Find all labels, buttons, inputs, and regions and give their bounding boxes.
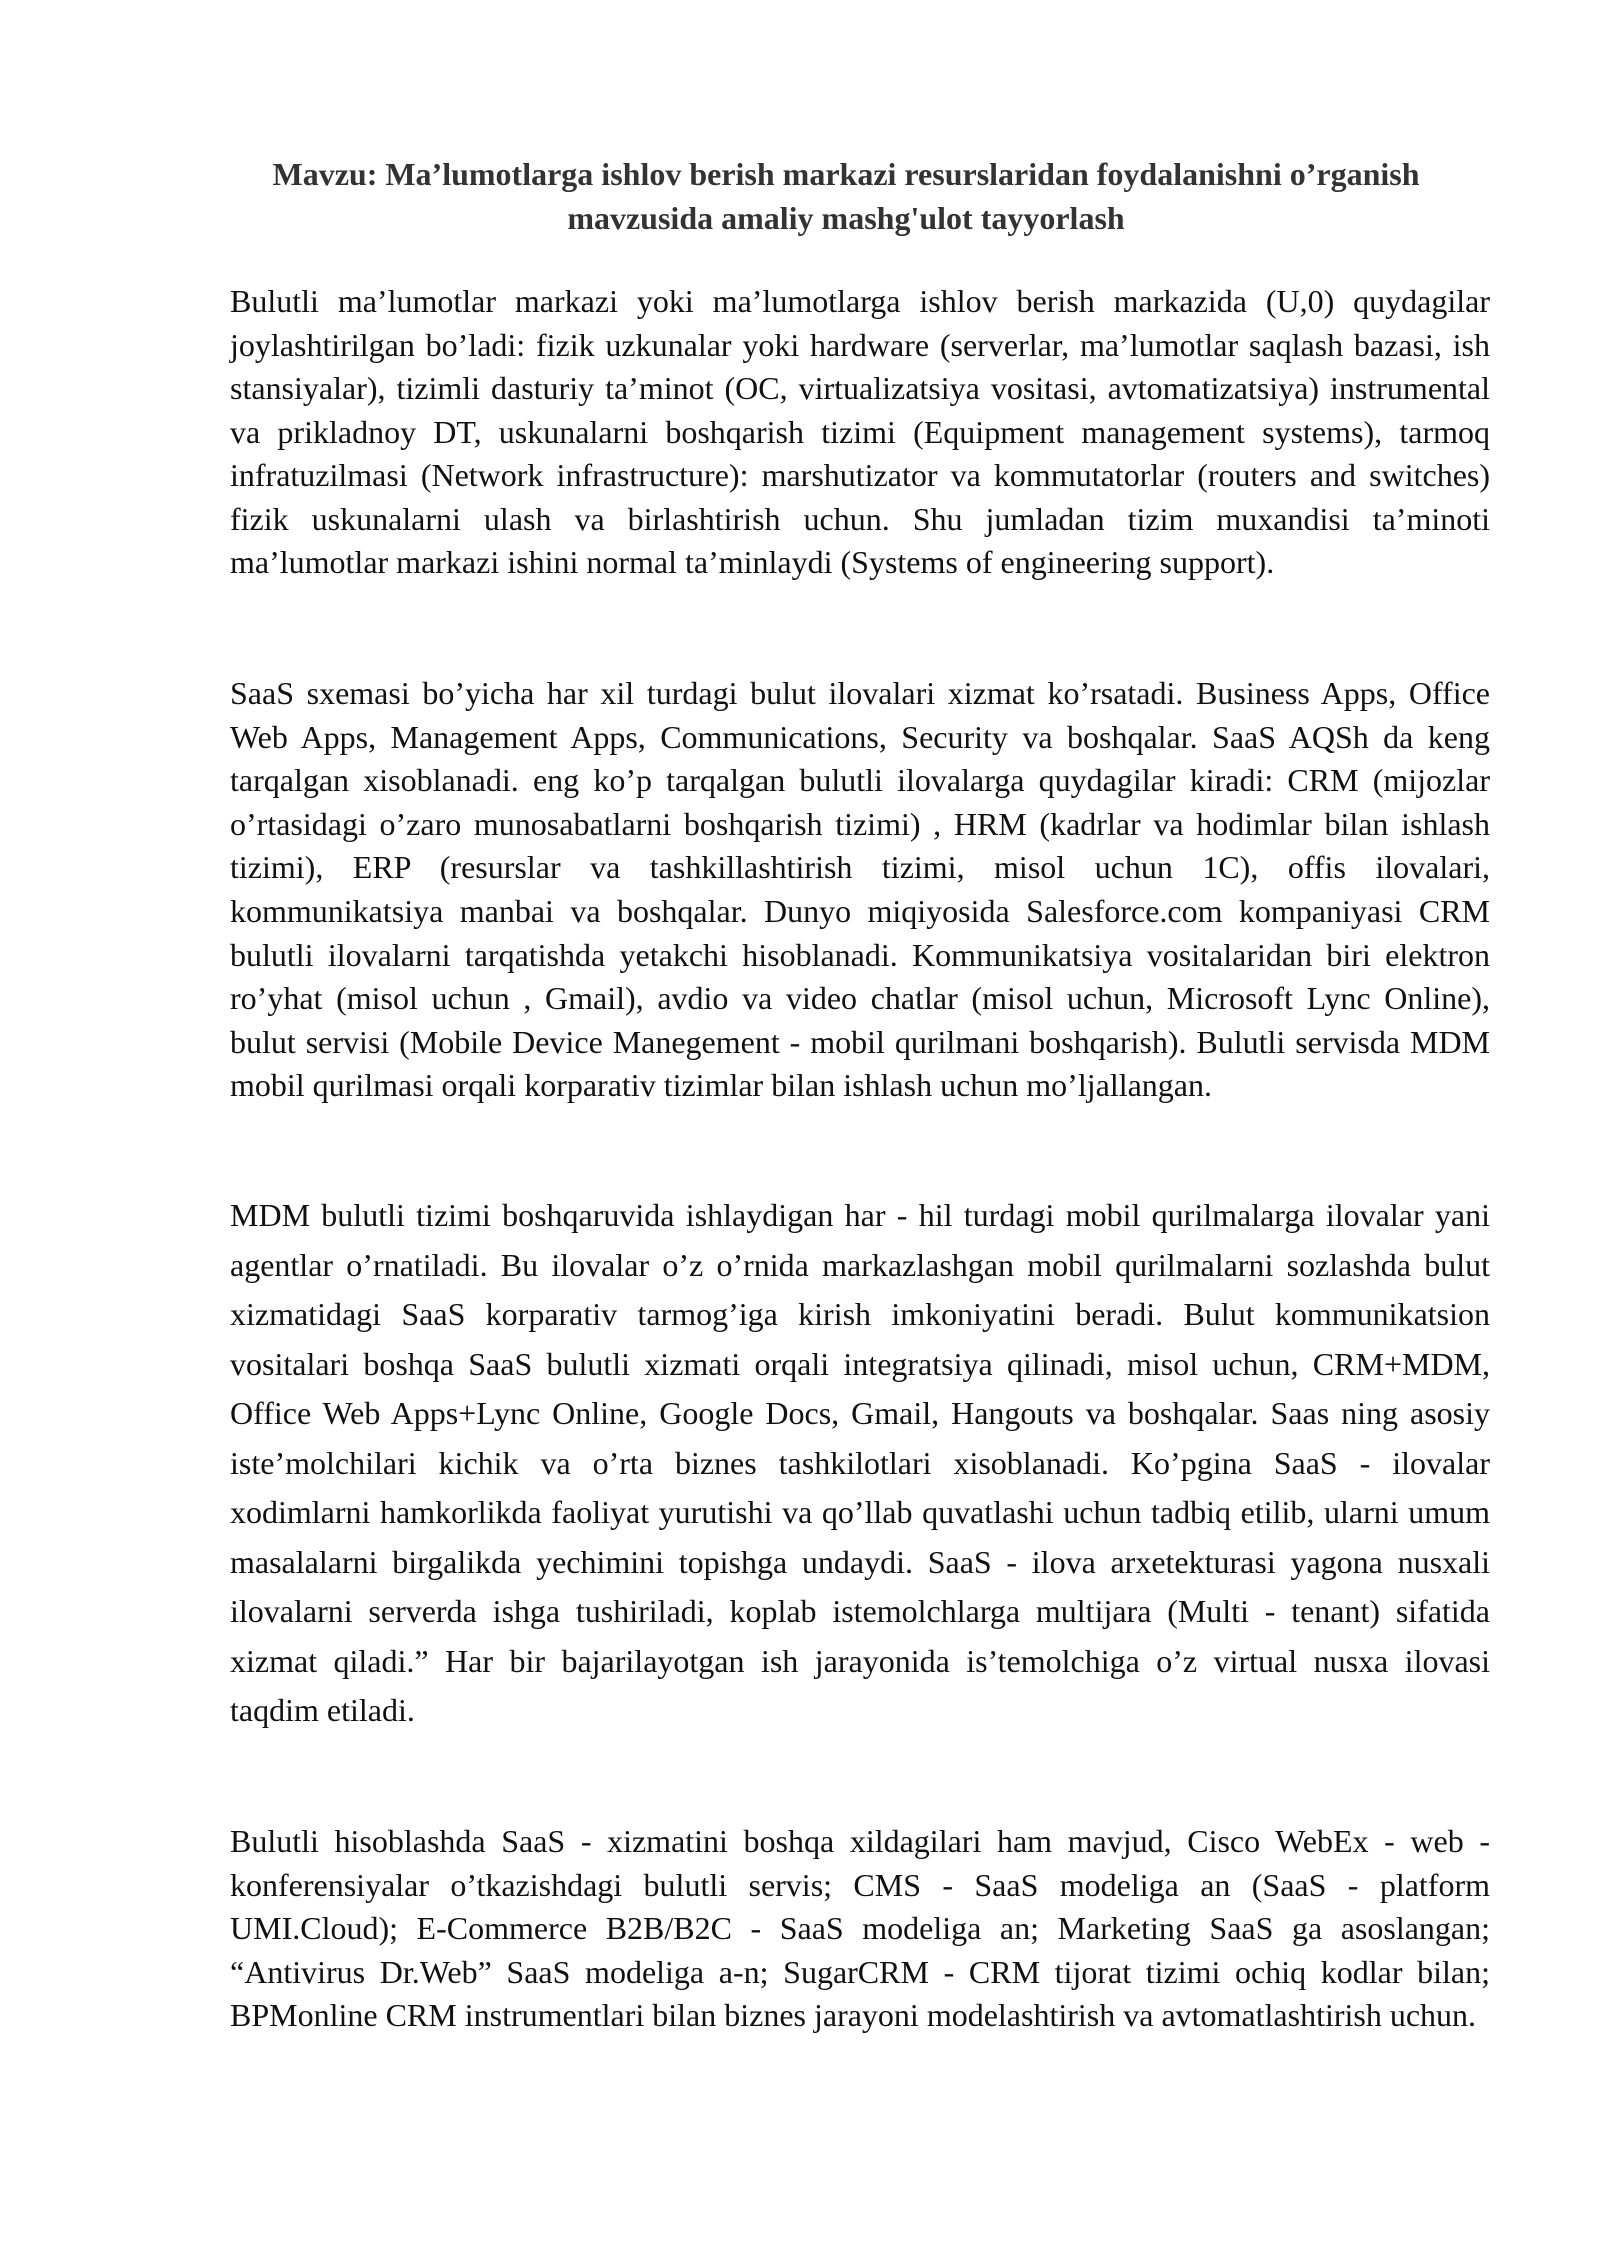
paragraph-saas-services: Bulutli hisoblashda SaaS - xizmatini boshqa xildagilari ham mavjud, Cisco WebEx - web - konferensiyalar o’tkazishdagi bulutli servis; CMS - SaaS modeliga an (SaaS - platform UMI.Cloud); E-Commerce B2B/B2C - SaaS modeliga an; Marketing SaaS ga asoslangan; “Antivirus Dr.Web” SaaS modeliga a-n; SugarCRM - CRM tijorat tizimi ochiq kodlar bilan; BPMonline CRM instrumentlari bilan biznes jarayoni modelashtirish va avtomatlashtirish uchun. [230,1823,1490,2033]
paragraph-data-center: Bulutli ma’lumotlar markazi yoki ma’lumotlarga ishlov berish markazida (U,0) quydagilar joylashtirilgan bo’ladi: fizik uzkunalar yoki hardware (serverlar, ma’lumotlar saqlash bazasi, ish stansiyalar), tizimli dasturiy ta’minot (OC, virtualizatsiya vositasi, avtomatizatsiya) instrumental va prikladnoy DT, uskunalarni boshqarish tizimi (Equipment management systems), tarmoq infratuzilmasi (Network infrastructure): marshutizator va kommutatorlar (routers and switches) fizik uskunalarni ulash va birlashtirish uchun. Shu jumladan tizim muxandisi ta’minoti ma’lumotlar markazi ishini normal ta’minlaydi (Systems of engineering support). [230,283,1490,580]
document-title: Mavzu: Ma’lumotlarga ishlov berish markazi resurslaridan foydalanishni o’rganish mavzusida amaliy mashg'ulot tayyorlash [272,156,1420,236]
paragraph-saas-apps: SaaS sxemasi bo’yicha har xil turdagi bulut ilovalari xizmat ko’rsatadi. Business Apps, Office Web Apps, Management Apps, Communications, Security va boshqalar. SaaS AQSh da keng tarqalgan xisoblanadi. eng ko’p tarqalgan bulutli ilovalarga quydagilar kiradi: CRM (mijozlar o’rtasidagi o’zaro munosabatlarni boshqarish tizimi) , HRM (kadrlar va hodimlar bilan ishlash tizimi), ERP (resurslar va tashkillashtirish tizimi, misol uchun 1C), offis ilovalari, kommunikatsiya manbai va boshqalar. Dunyo miqiyosida Salesforce.com kompaniyasi CRM bulutli ilovalarni tarqatishda yetakchi hisoblanadi. Kommunikatsiya vositalaridan biri elektron ro’yhat (misol uchun , Gmail), avdio va video chatlar (misol uchun, Microsoft Lync Online), bulut servisi (Mobile Device Manegement - mobil qurilmani boshqarish). Bulutli servisda MDM mobil qurilmasi orqali korparativ tizimlar bilan ishlash uchun mo’ljallangan. [230,675,1490,1104]
paragraph-mdm: MDM bulutli tizimi boshqaruvida ishlaydigan har - hil turdagi mobil qurilmalarga ilovalar yani agentlar o’rnatiladi. Bu ilovalar o’z o’rnida markazlashgan mobil qurilmalarni sozlashda bulut xizmatidagi SaaS korparativ tarmog’iga kirish imkoniyatini beradi. Bulut kommunikatsion vositalari boshqa SaaS bulutli xizmati orqali integratsiya qilinadi, misol uchun, CRM+MDM, Office Web Apps+Lync Online, Google Docs, Gmail, Hangouts va boshqalar. Saas ning asosiy iste’molchilari kichik va o’rta biznes tashkilotlari xisoblanadi. Ko’pgina SaaS - ilovalar xodimlarni hamkorlikda faoliyat yurutishi va qo’llab quvatlashi uchun tadbiq etilib, ularni umum masalalarni birgalikda yechimini topishga undaydi. SaaS - ilova arxetekturasi yagona nusxali ilovalarni serverda ishga tushiriladi, koplab istemolchlarga multijara (Multi - tenant) sifatida xizmat qiladi.” Har bir bajarilayotgan ish jarayonida is’temolchiga o’z virtual nusxa ilovasi taqdim etiladi. [230,1197,1490,1728]
